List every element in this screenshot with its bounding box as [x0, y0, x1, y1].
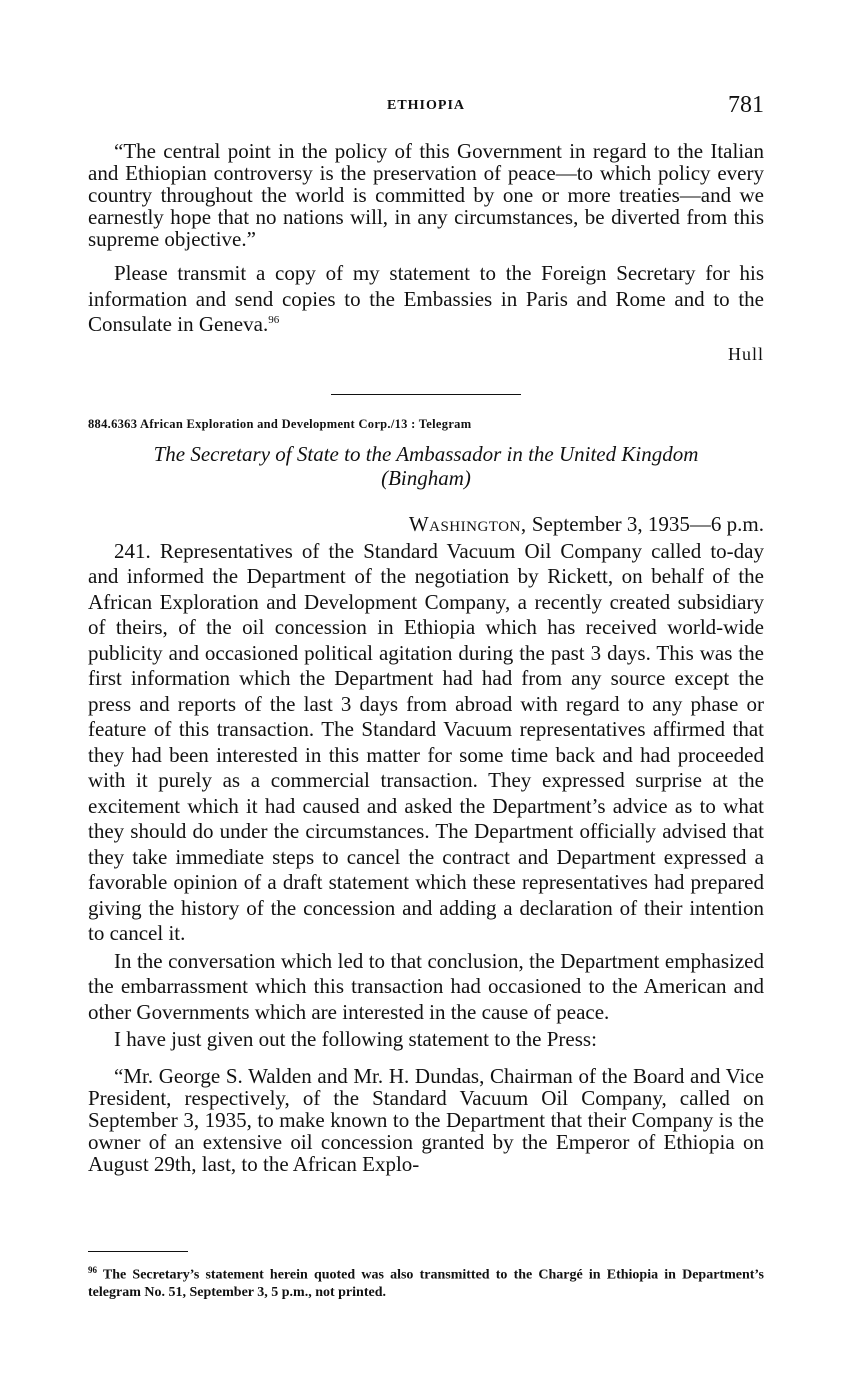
dateline-place: Washington,	[408, 511, 527, 536]
page-number: 781	[728, 92, 764, 118]
quoted-statement: “The central point in the policy of this Government in regard to the Italian and Ethiopian controversy is the preservation of peace—to which policy every country throughout the world is committed by one or more treaties—and we earnestly hope that no nations will, in any circumstances, be diverted from this supreme objective.”	[88, 139, 764, 251]
document-title	[88, 442, 764, 490]
footnote	[88, 1262, 764, 1301]
dateline	[88, 512, 764, 537]
footnote-reference: 96	[268, 314, 280, 326]
page-header	[88, 92, 764, 124]
footnote-divider	[88, 1251, 188, 1252]
press-statement-quote: “Mr. George S. Walden and Mr. H. Dundas, Chairman of the Board and Vice President, respectively, of the Standard Vacuum Oil Company, called on September 3, 1935, to make known to the Department that their Company is the owner of an extensive oil concession granted by the Emperor of Ethiopia on August 29th, last, to the African Explo-	[88, 1063, 764, 1176]
document-title-line-2: (Bingham)	[381, 465, 471, 490]
body-paragraph: 241. Representatives of the Standard Vacuum Oil Company called to-day and informed the Department of the negotiation by Rickett, on behalf of the African Exploration and Development Company, a recently created subsidiary of theirs, of the oil concession in Ethiopia which has received world-wide publicity and occasioned political agitation during the past 3 days. This was the first information which the Department had had from any source except the press and reports of the last 3 days from abroad with regard to any phase or feature of this transaction. The Standard Vacuum representatives affirmed that they had been interested in this matter for some time back and had proceeded with it purely as a commercial transaction. They expressed surprise at the excitement which it had caused and asked the Department’s advice as to what they should do under the circumstances. The Department officially advised that they take immediate steps to cancel the contract and Department expressed a favorable opinion of a draft statement which these representatives had prepared giving the history of the concession and adding a declaration of their intention to cancel it.	[88, 538, 764, 945]
document-title-line-1: The Secretary of State to the Ambassador in the United Kingdom	[153, 441, 699, 466]
footnote-marker: 96	[88, 1265, 97, 1275]
transmit-instruction-text: Please transmit a copy of my statement to the Foreign Secretary for his information and send copies to the Embassies in Paris and Rome and to the Consulate in Geneva.	[88, 261, 764, 336]
body-paragraph: I have just given out the following statement to the Press:	[114, 1027, 597, 1051]
signature-text: Hull	[727, 343, 764, 364]
dateline-date: September 3, 1935—6 p.m.	[531, 511, 764, 536]
page-body	[88, 140, 764, 1175]
running-head: ETHIOPIA	[386, 98, 465, 113]
file-reference: 884.6363 African Exploration and Development Corp./13 : Telegram	[88, 416, 472, 431]
section-divider	[331, 394, 521, 395]
transmit-instruction-paragraph	[88, 261, 764, 338]
signature	[88, 344, 764, 370]
body-paragraph: In the conversation which led to that conclusion, the Department emphasized the embarrassment which this transaction had occasioned to the American and other Governments which are interested in the cause of peace.	[88, 948, 764, 1024]
footnote-text: The Secretary’s statement herein quoted was also transmitted to the Chargé in Ethiopia in Department’s telegram No. 51, September 3, 5 p.m., not printed.	[88, 1267, 764, 1300]
